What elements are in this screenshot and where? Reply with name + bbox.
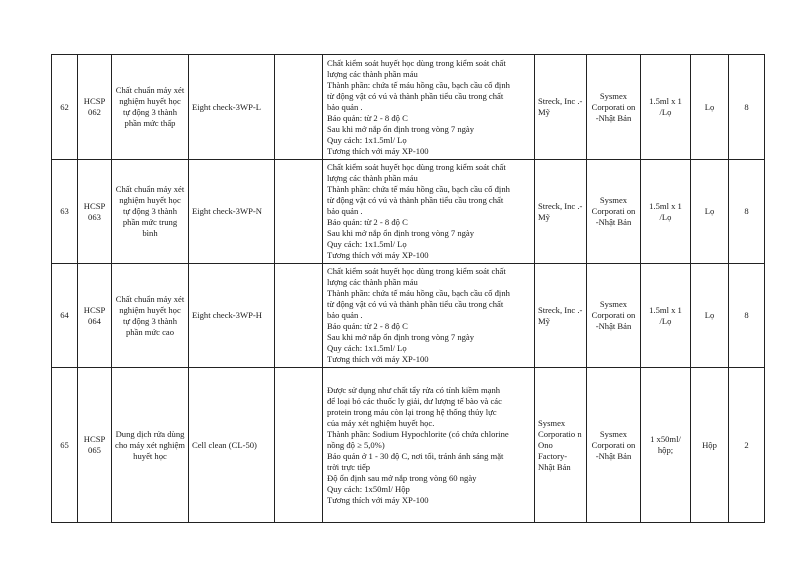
description-line: Bảo quản ở 1 - 30 độ C, nơi tối, tránh ánh sáng mặt xyxy=(327,450,504,461)
row-number-cell: 63 xyxy=(52,160,78,264)
description-line: Chất kiểm soát huyết học dùng trong kiểm soát chất xyxy=(327,57,506,68)
description-line: từ động vật có vú và thành phần tiểu cầu trong chất xyxy=(327,299,504,309)
quantity-cell: 2 xyxy=(729,368,765,523)
item-code-cell: HCSP 063 xyxy=(78,160,112,264)
description-cell xyxy=(323,368,535,523)
model-cell: Eight check-3WP-L xyxy=(189,55,275,160)
quantity-cell: 8 xyxy=(729,55,765,160)
description-line: Thành phần: chứa tế máu hồng cầu, bạch cầu cố định xyxy=(327,184,510,194)
description-line: Độ ổn định sau mở nắp trong vòng 60 ngày xyxy=(327,472,477,483)
item-code-cell: HCSP 064 xyxy=(78,264,112,368)
description-line: Chất kiểm soát huyết học dùng trong kiểm soát chất xyxy=(327,162,506,172)
manufacturer-cell: Sysmex Corporatio n Ono Factory- Nhật Bản xyxy=(535,368,587,523)
description-line: Quy cách: 1x50ml/ Hộp xyxy=(327,483,410,494)
description-line: Tương thích với máy XP-100 xyxy=(327,250,429,260)
owner-cell: Sysmex Corporati on -Nhật Bản xyxy=(587,160,641,264)
description-line: Tương thích với máy XP-100 xyxy=(327,145,429,156)
quantity-cell: 8 xyxy=(729,264,765,368)
description-line: lượng các thành phần máu xyxy=(327,68,418,79)
description-line: để loại bỏ các thuốc ly giải, dư lượng tế bào và các xyxy=(327,395,502,406)
manufacturer-cell: Streck, Inc .-Mỹ xyxy=(535,55,587,160)
description-line: lượng các thành phần máu xyxy=(327,173,418,183)
item-name-cell: Chất chuẩn máy xét nghiệm huyết học tự động 3 thành phần mức cao xyxy=(112,264,189,368)
item-name-cell: Dung dịch rửa dùng cho máy xét nghiệm huyết học xyxy=(112,368,189,523)
description-line: Sau khi mở nắp ổn định trong vòng 7 ngày xyxy=(327,228,475,238)
empty-cell xyxy=(275,368,323,523)
manufacturer-cell: Streck, Inc .-Mỹ xyxy=(535,264,587,368)
unit-cell: Lọ xyxy=(691,55,729,160)
quantity-cell: 8 xyxy=(729,160,765,264)
description-line: Quy cách: 1x1.5ml/ Lọ xyxy=(327,343,407,353)
table-row xyxy=(52,55,765,160)
owner-cell: Sysmex Corporati on -Nhật Bản xyxy=(587,264,641,368)
row-number-cell: 65 xyxy=(52,368,78,523)
empty-cell xyxy=(275,55,323,160)
description-line: Thành phần: chứa tế máu hồng cầu, bạch cầu cố định xyxy=(327,79,510,90)
item-code-cell: HCSP 065 xyxy=(78,368,112,523)
packaging-cell: 1 x50ml/ hộp; xyxy=(641,368,691,523)
item-name-cell: Chất chuẩn máy xét nghiệm huyết học tự động 3 thành phần mức trung bình xyxy=(112,160,189,264)
description-line: bảo quản . xyxy=(327,310,363,320)
description-line: từ động vật có vú và thành phần tiểu cầu trong chất xyxy=(327,90,504,101)
item-name-cell: Chất chuẩn máy xét nghiệm huyết học tự động 3 thành phần mức thấp xyxy=(112,55,189,160)
model-cell: Cell clean (CL-50) xyxy=(189,368,275,523)
description-cell xyxy=(323,55,535,160)
description-line: protein trong máu còn lại trong hệ thống thủy lực xyxy=(327,406,497,417)
owner-cell: Sysmex Corporati on -Nhật Bản xyxy=(587,368,641,523)
description-cell xyxy=(323,160,535,264)
row-number-cell: 64 xyxy=(52,264,78,368)
item-code-cell: HCSP 062 xyxy=(78,55,112,160)
description-line: Sau khi mở nắp ổn định trong vòng 7 ngày xyxy=(327,332,475,342)
product-table xyxy=(51,54,765,523)
unit-cell: Hộp xyxy=(691,368,729,523)
packaging-cell: 1.5ml x 1 /Lọ xyxy=(641,264,691,368)
description-line: nồng độ ≥ 5,0%) xyxy=(327,439,385,450)
description-line: bảo quản . xyxy=(327,101,363,112)
empty-cell xyxy=(275,160,323,264)
unit-cell: Lọ xyxy=(691,264,729,368)
table-row xyxy=(52,264,765,368)
description-cell xyxy=(323,264,535,368)
unit-cell: Lọ xyxy=(691,160,729,264)
description-line: Chất kiểm soát huyết học dùng trong kiểm soát chất xyxy=(327,266,506,276)
description-line: Sau khi mở nắp ổn định trong vòng 7 ngày xyxy=(327,123,475,134)
description-line: Quy cách: 1x1.5ml/ Lọ xyxy=(327,134,407,145)
description-line: trời trực tiếp xyxy=(327,461,371,472)
row-number-cell: 62 xyxy=(52,55,78,160)
description-line: lượng các thành phần máu xyxy=(327,277,418,287)
description-line: Tương thích với máy XP-100 xyxy=(327,494,429,505)
description-line: bảo quản . xyxy=(327,206,363,216)
description-line: Bảo quản: từ 2 - 8 độ C xyxy=(327,217,408,227)
table-row xyxy=(52,368,765,523)
table-row xyxy=(52,160,765,264)
description-line: Bảo quản: từ 2 - 8 độ C xyxy=(327,112,408,123)
description-line: Quy cách: 1x1.5ml/ Lọ xyxy=(327,239,407,249)
description-line: Tương thích với máy XP-100 xyxy=(327,354,429,364)
description-line: từ động vật có vú và thành phần tiểu cầu trong chất xyxy=(327,195,504,205)
description-line: Bảo quản: từ 2 - 8 độ C xyxy=(327,321,408,331)
owner-cell: Sysmex Corporati on -Nhật Bản xyxy=(587,55,641,160)
empty-cell xyxy=(275,264,323,368)
description-line: Được sử dụng như chất tẩy rửa có tính kiềm mạnh xyxy=(327,384,501,395)
description-line: của máy xét nghiệm huyết học. xyxy=(327,417,435,428)
manufacturer-cell: Streck, Inc .-Mỹ xyxy=(535,160,587,264)
model-cell: Eight check-3WP-H xyxy=(189,264,275,368)
packaging-cell: 1.5ml x 1 /Lọ xyxy=(641,160,691,264)
description-line: Thành phần: chứa tế máu hồng cầu, bạch cầu cố định xyxy=(327,288,510,298)
model-cell: Eight check-3WP-N xyxy=(189,160,275,264)
packaging-cell: 1.5ml x 1 /Lọ xyxy=(641,55,691,160)
description-line: Thành phần: Sodium Hypochlorite (có chứa chlorine xyxy=(327,428,509,439)
